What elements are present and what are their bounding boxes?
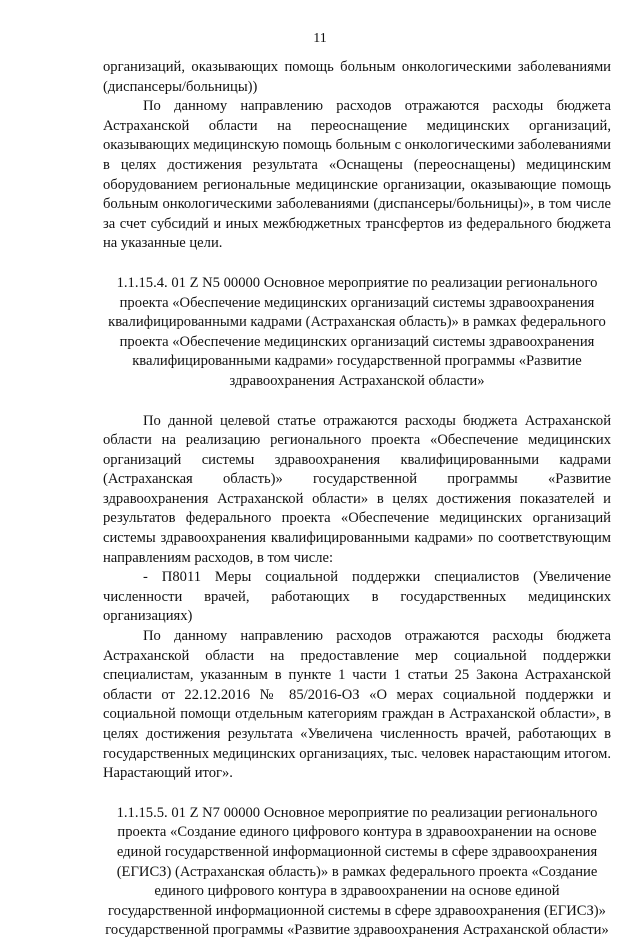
spacer <box>103 254 611 274</box>
paragraph-social-support: По данному направлению расходов отражаются расходы бюджета Астраханской области на предоставление мер социальной поддержки специалистам, указанным в пункте 1 части 1 статьи 25 Закона Астраханской области от 22.12.2016 № 85/2016-ОЗ «О мерах социальной поддержки и социальной помощи отдельным категориям граждан в Астраханской области», в целях достижения результата «Увеличена численность врачей, работающих в государственных медицинских организациях, тыс. человек нарастающим итогом. Нарастающий итог». <box>103 628 611 782</box>
paragraph-continuation: организаций, оказывающих помощь больным онкологическими заболеваниями (диспансеры/больницы)) <box>103 59 611 95</box>
section-heading-1-1-15-4: 1.1.15.4. 01 Z N5 00000 Основное мероприятие по реализации регионального проекта «Обеспечение медицинских организаций системы здравоохранения квалифицированными кадрами (Астраханская область)» в рамках федерального проекта «Обеспечение медицинских организаций системы здравоохранения квалифицированными кадрами» государственной программы «Развитие здравоохранения Астраханской области» <box>108 274 606 389</box>
document-body <box>103 58 611 941</box>
spacer <box>103 784 611 804</box>
page-number: 11 <box>313 31 327 46</box>
list-item-p8011: - П8011 Меры социальной поддержки специалистов (Увеличение численности врачей, работающих в государственных медицинских организациях) <box>103 569 611 625</box>
paragraph-target-article: По данной целевой статье отражаются расходы бюджета Астраханской области на реализацию регионального проекта «Обеспечение медицинских организаций системы здравоохранения квалифицированными кадрами (Астраханская область)» государственной программы «Развитие здравоохранения Астраханской области» в целях достижения показателей и результатов федерального проекта «Обеспечение медицинских организаций системы здравоохранения квалифицированными кадрами» по соответствующим направлениям расходов, в том числе: <box>103 412 611 566</box>
section-heading-1-1-15-5: 1.1.15.5. 01 Z N7 00000 Основное мероприятие по реализации регионального проекта «Создание единого цифрового контура в здравоохранении на основе единой государственной информационной системы в сфере здравоохранения (ЕГИСЗ) (Астраханская область)» в рамках федерального проекта «Создание единого цифрового контура в здравоохранении на основе единой государственной информационной системы в сфере здравоохранения (ЕГИСЗ)» государственной программы «Развитие здравоохранения Астраханской области» <box>105 804 609 939</box>
spacer <box>103 392 611 412</box>
paragraph-oncology-expenses: По данному направлению расходов отражаются расходы бюджета Астраханской области на переоснащение медицинских организаций, оказывающих медицинскую помощь больным с онкологическими заболеваниями в целях достижения результата «Оснащены (переоснащены) медицинским оборудованием региональные медицинские организации, оказывающие помощь больным онкологическими заболеваниями (диспансеры/больницы)», в том числе за счет субсидий и иных межбюджетных трансфертов из федерального бюджета на указанные цели. <box>103 98 611 252</box>
